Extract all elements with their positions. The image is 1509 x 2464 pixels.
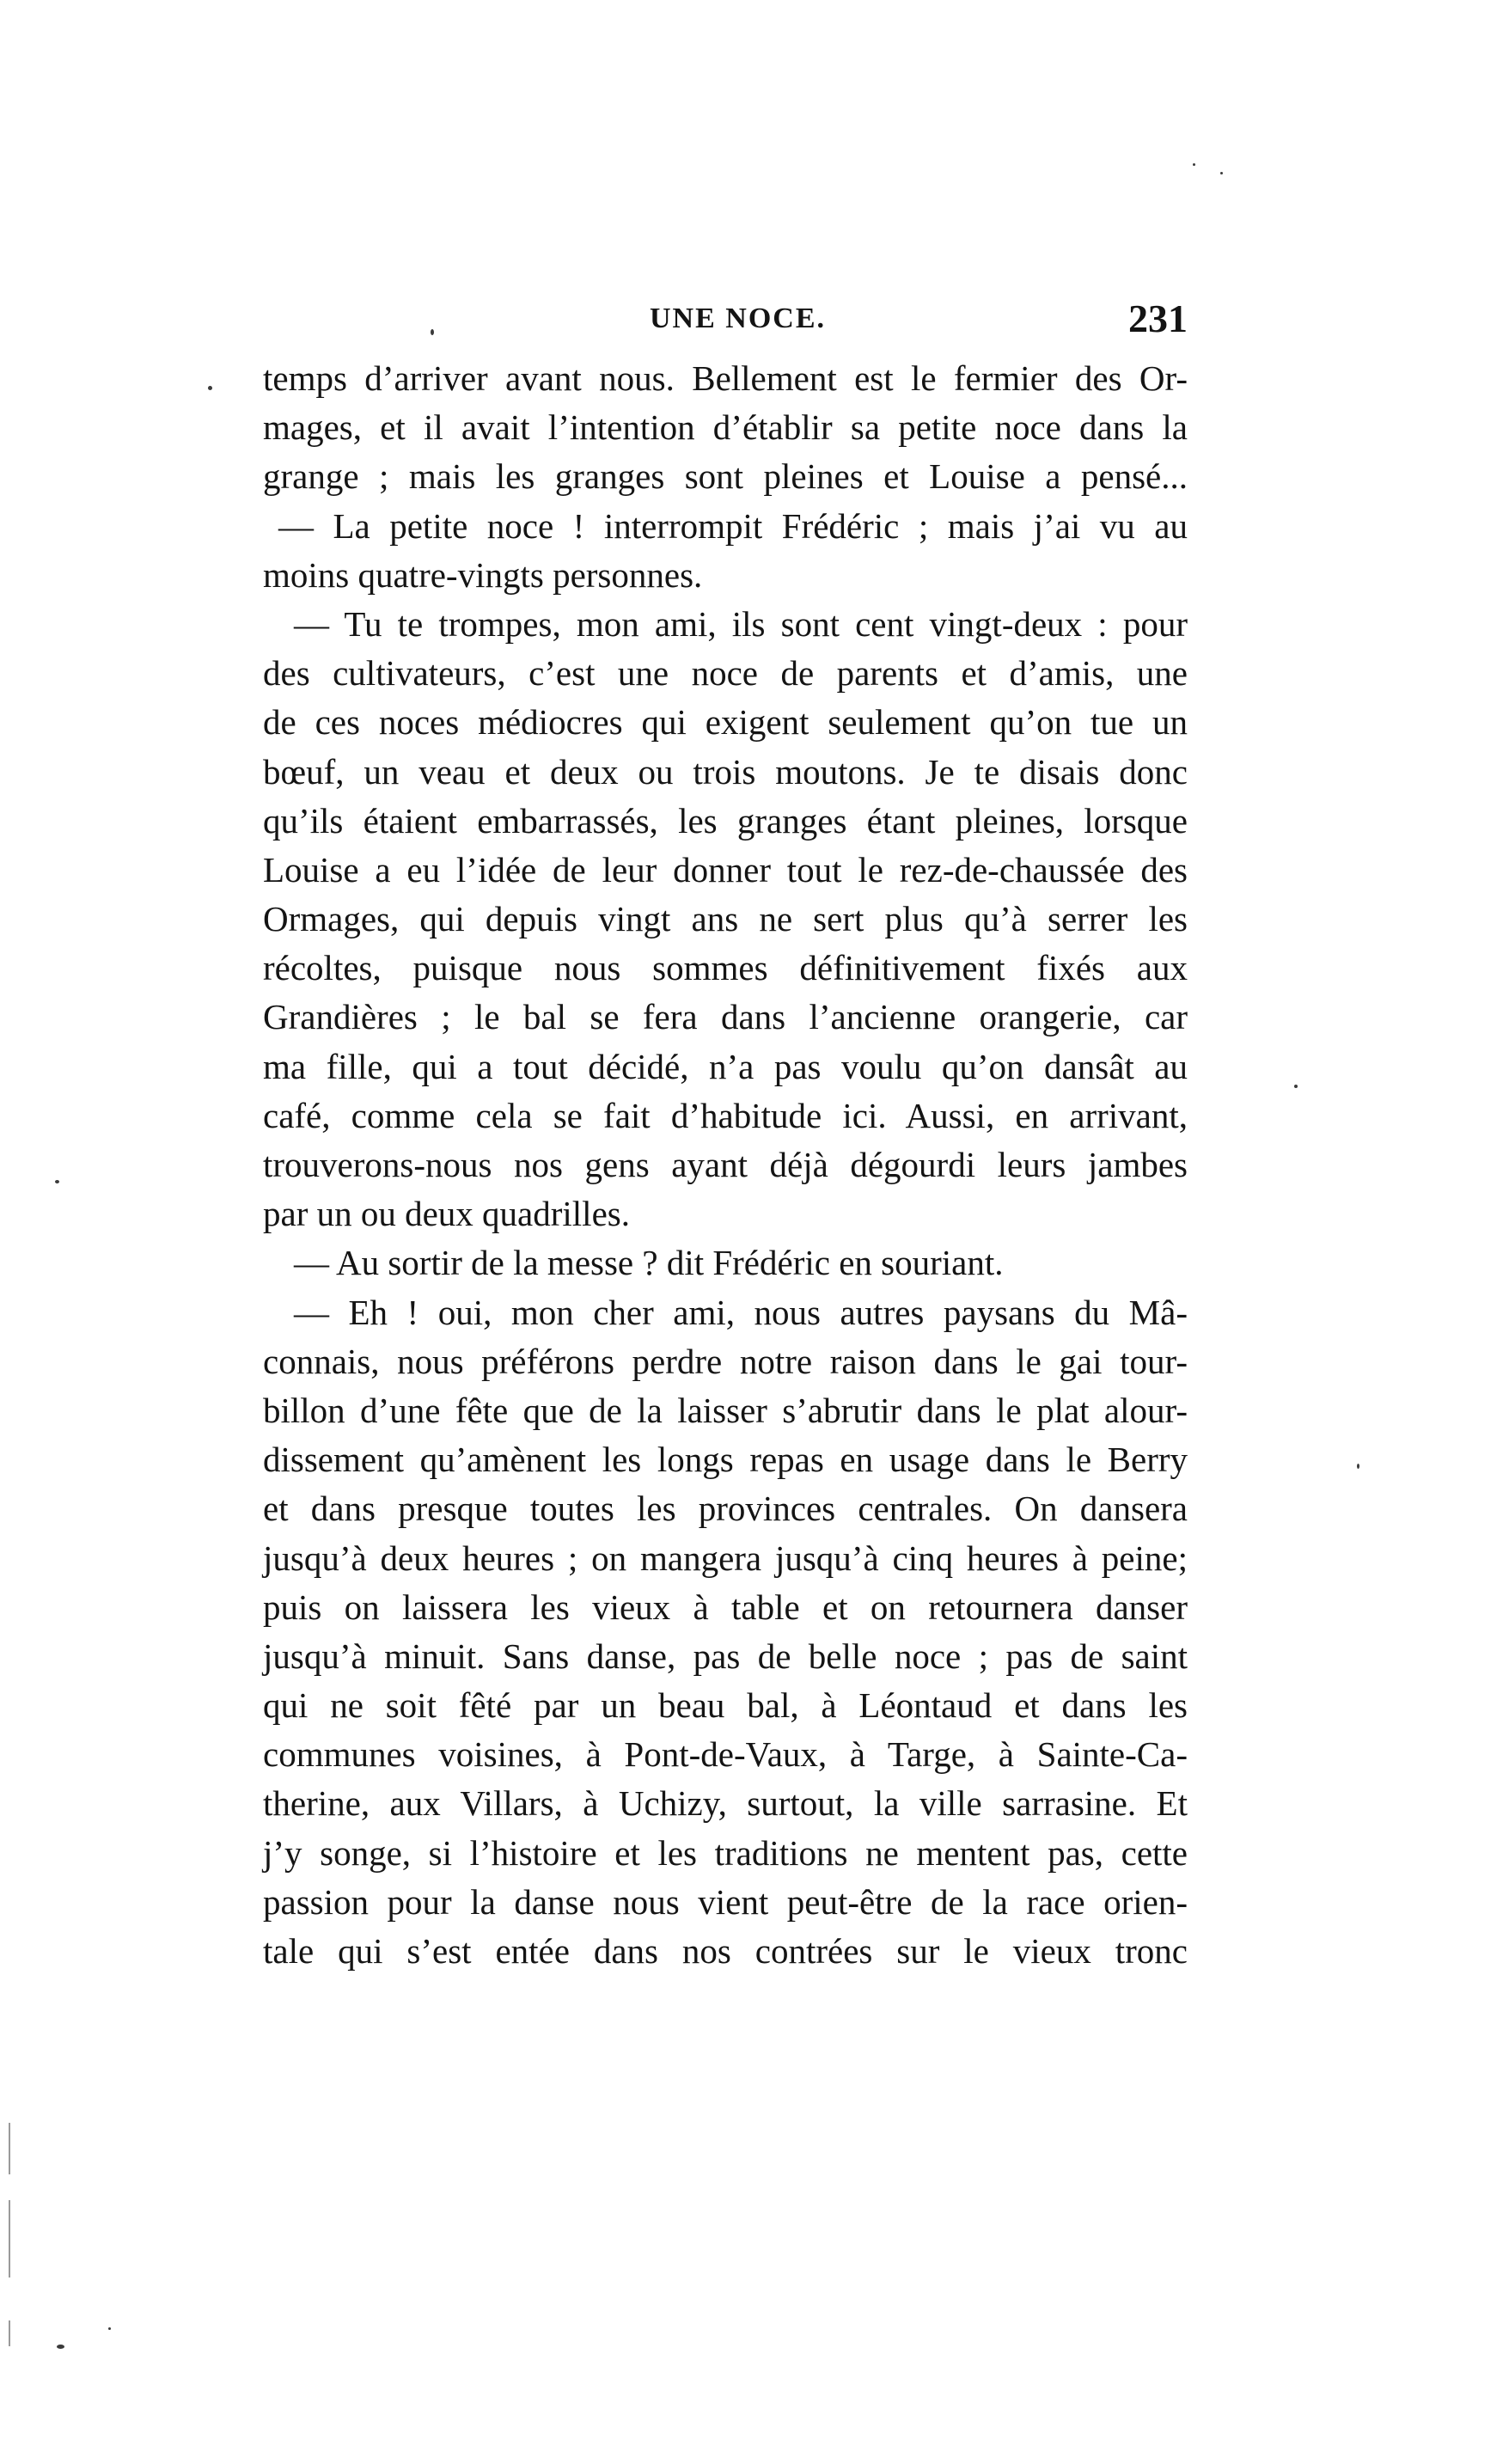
- running-title: UNE NOCE.: [650, 303, 827, 334]
- text-line: moins quatre-vingts personnes.: [263, 554, 703, 595]
- text-line: j’y songe, si l’histoire et les traditions ne mentent pas, cette: [263, 1832, 1188, 1873]
- body-text: [263, 354, 1188, 1976]
- text-line: trouverons-nous nos gens ayant déjà dégourdi leurs jambes: [263, 1145, 1188, 1184]
- text-line: connais, nous préférons perdre notre raison dans le gai tour-: [263, 1341, 1188, 1381]
- text-line: jusqu’à deux heures ; on mangera jusqu’à cinq heures à peine;: [263, 1538, 1188, 1578]
- text-line: — Au sortir de la messe ? dit Frédéric en souriant.: [294, 1243, 1004, 1283]
- scan-edge-mark: [9, 2200, 10, 2278]
- text-line: ma fille, qui a tout décidé, n’a pas voulu qu’on dansât au: [263, 1046, 1188, 1086]
- text-line: de ces noces médiocres qui exigent seulement qu’on tue un: [263, 702, 1188, 743]
- text-line: therine, aux Villars, à Uchizy, surtout, la ville sarrasine. Et: [263, 1783, 1188, 1824]
- text-line: dissement qu’amènent les longs repas en usage dans le Berry: [263, 1440, 1188, 1480]
- text-line: grange ; mais les granges sont pleines et Louise a pensé...: [263, 456, 1188, 497]
- scan-edge-mark: [9, 2123, 10, 2174]
- text-line: Grandières ; le bal se fera dans l’ancienne orangerie, car: [263, 997, 1188, 1037]
- text-line: mages, et il avait l’intention d’établir sa petite noce dans la: [263, 407, 1188, 448]
- text-line: passion pour la danse nous vient peut-être de la race orien-: [263, 1881, 1188, 1922]
- text-line: Ormages, qui depuis vingt ans ne sert plus qu’à serrer les: [263, 899, 1188, 939]
- text-line: des cultivateurs, c’est une noce de parents et d’amis, une: [263, 653, 1188, 694]
- running-header: [263, 296, 1188, 347]
- scan-speck: [1193, 163, 1195, 166]
- text-line: temps d’arriver avant nous. Bellement est le fermier des Or-: [263, 358, 1188, 398]
- scan-edge-mark: [9, 2320, 10, 2346]
- text-line: qui ne soit fêté par un beau bal, à Léontaud et dans les: [263, 1685, 1188, 1726]
- page-number: 231: [1128, 297, 1188, 340]
- text-line: — Tu te trompes, mon ami, ils sont cent vingt-deux : pour: [294, 603, 1188, 644]
- scan-speck: [431, 329, 434, 335]
- text-line: — Eh ! oui, mon cher ami, nous autres paysans du Mâ-: [294, 1292, 1188, 1332]
- text-line: qu’ils étaient embarrassés, les granges étant pleines, lorsque: [263, 800, 1188, 841]
- scan-speck: [57, 2345, 64, 2349]
- scan-speck: [1294, 1085, 1298, 1088]
- text-line: récoltes, puisque nous sommes définitivement fixés aux: [263, 948, 1188, 988]
- text-line: et dans presque toutes les provinces centrales. On dansera: [263, 1489, 1188, 1529]
- text-line: par un ou deux quadrilles.: [263, 1194, 630, 1234]
- text-line: Louise a eu l’idée de leur donner tout le rez-de-chaussée des: [263, 849, 1188, 890]
- scan-speck: [208, 386, 212, 390]
- scan-speck: [55, 1180, 59, 1183]
- scan-speck: [1357, 1464, 1359, 1469]
- text-line: jusqu’à minuit. Sans danse, pas de belle noce ; pas de saint: [263, 1636, 1188, 1676]
- text-line: — La petite noce ! interrompit Frédéric ; mais j’ai vu au: [278, 505, 1188, 546]
- text-line: café, comme cela se fait d’habitude ici. Aussi, en arrivant,: [263, 1095, 1188, 1135]
- text-line: bœuf, un veau et deux ou trois moutons. Je te disais donc: [263, 751, 1188, 792]
- text-line: tale qui s’est entée dans nos contrées sur le vieux tronc: [263, 1931, 1188, 1971]
- scan-speck: [108, 2327, 111, 2330]
- text-line: puis on laissera les vieux à table et on retournera danser: [263, 1587, 1188, 1627]
- text-line: communes voisines, à Pont-de-Vaux, à Targe, à Sainte-Ca-: [263, 1734, 1188, 1775]
- text-line: billon d’une fête que de la laisser s’abrutir dans le plat alour-: [263, 1390, 1188, 1430]
- scan-speck: [1220, 172, 1223, 174]
